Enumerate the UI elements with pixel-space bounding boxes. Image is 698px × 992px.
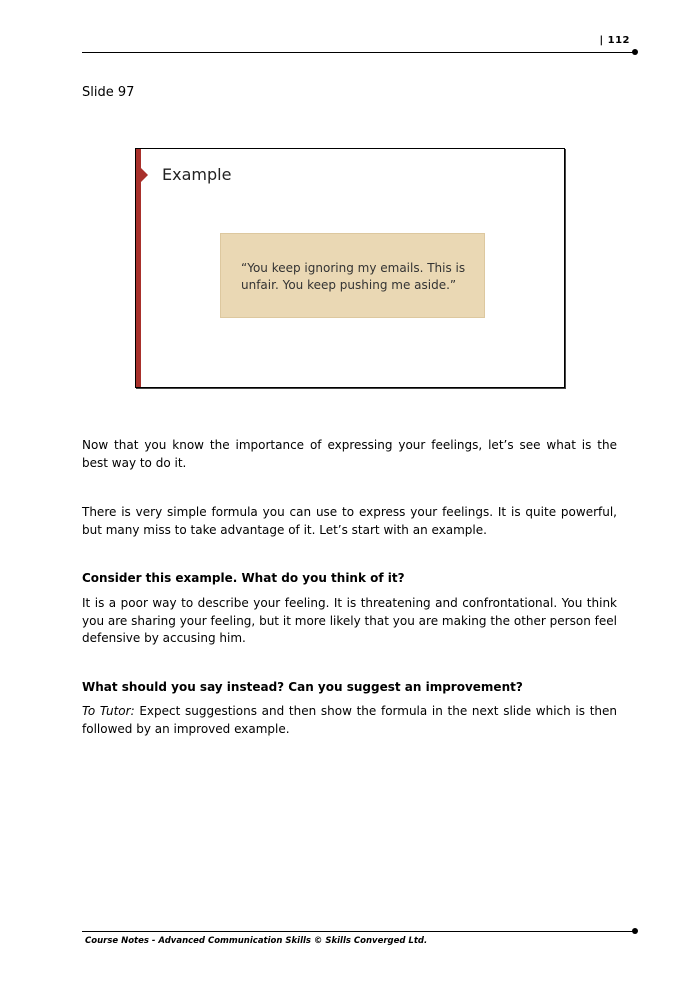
paragraph-formula: There is very simple formula you can use to express your feelings. It is quite powerful, but many miss to take advantage of it. Let’s start with an example. <box>82 505 617 537</box>
header-rule <box>82 52 636 53</box>
question-heading-1: Consider this example. What do you think of it? <box>82 571 405 585</box>
page-number: | 112 <box>599 35 630 46</box>
paragraph-tutor-note <box>82 703 617 738</box>
paragraph-analysis: It is a poor way to describe your feeling. It is threatening and confrontational. You think you are sharing your feeling, but it more likely that you are making the other person feel defensive by accusing him. <box>82 596 617 645</box>
question-heading-2: What should you say instead? Can you suggest an improvement? <box>82 680 523 694</box>
slide-title: Example <box>162 165 232 184</box>
slide-arrow-icon <box>141 168 148 182</box>
paragraph-intro: Now that you know the importance of expressing your feelings, let’s see what is the best way to do it. <box>82 438 617 470</box>
footer-rule <box>82 931 636 932</box>
header-rule-dot <box>632 49 638 55</box>
tutor-note-text: Expect suggestions and then show the formula in the next slide which is then followed by an improved example. <box>82 704 618 736</box>
quote-box <box>220 233 485 318</box>
slide-accent-bar <box>136 149 141 387</box>
footer-rule-dot <box>632 928 638 934</box>
slide-label: Slide 97 <box>82 85 135 100</box>
tutor-label: To Tutor: <box>82 704 135 718</box>
slide-thumbnail <box>135 148 565 388</box>
quote-text: “You keep ignoring my emails. This is unfair. You keep pushing me aside.” <box>241 261 466 292</box>
footer-text: Course Notes - Advanced Communication Skills © Skills Converged Ltd. <box>85 936 428 946</box>
